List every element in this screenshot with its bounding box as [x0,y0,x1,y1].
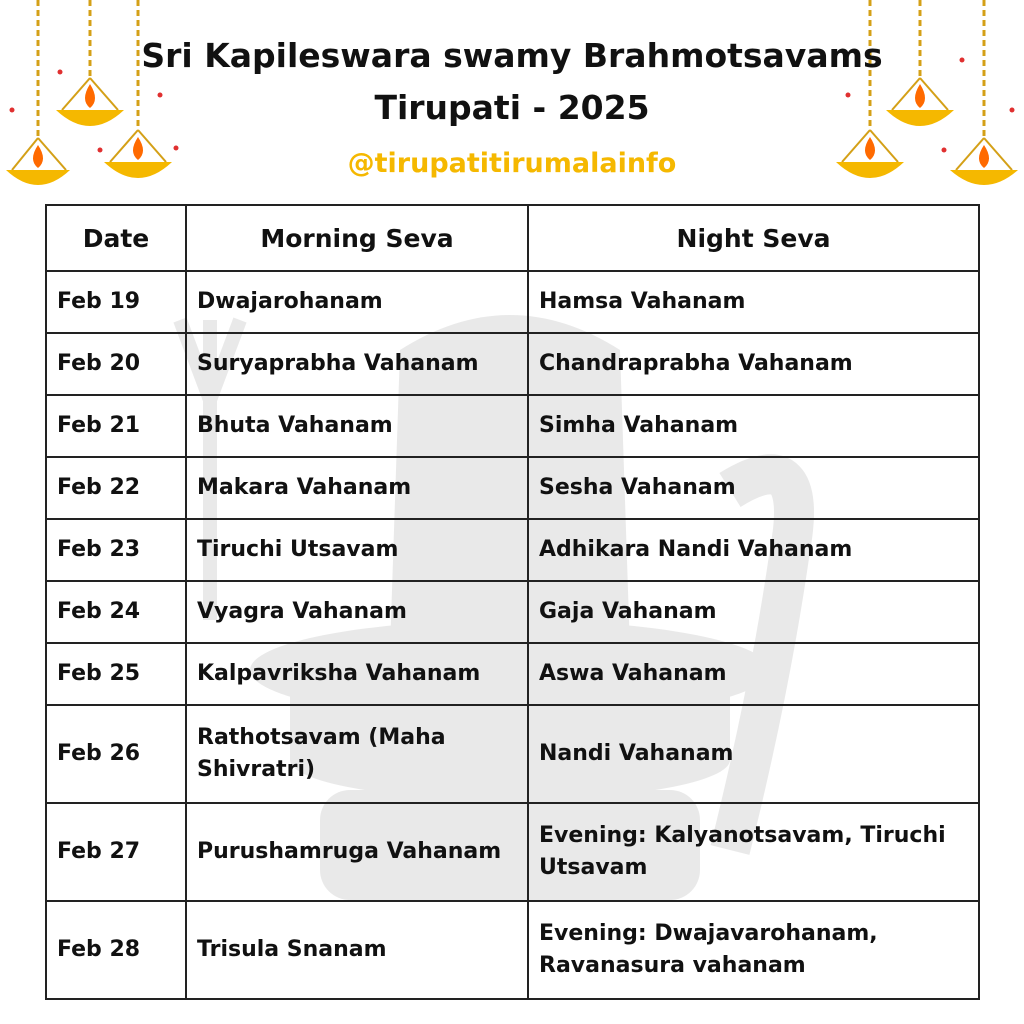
table-row [46,271,979,333]
morning-seva-cell: Trisula Snanam [186,901,528,999]
date-cell: Feb 23 [46,519,186,581]
date-cell: Feb 26 [46,705,186,803]
night-seva-cell: Hamsa Vahanam [528,271,979,333]
page-title-line-2: Tirupati - 2025 [374,88,650,127]
date-cell: Feb 27 [46,803,186,901]
date-cell: Feb 22 [46,457,186,519]
night-seva-cell: Adhikara Nandi Vahanam [528,519,979,581]
seva-schedule-table [45,204,980,1000]
date-cell: Feb 24 [46,581,186,643]
morning-seva-cell: Rathotsavam (Maha Shivratri) [186,705,528,803]
table-row [46,581,979,643]
night-seva-cell: Simha Vahanam [528,395,979,457]
column-header-date: Date [46,205,186,271]
table-row [46,643,979,705]
page-title [0,30,1024,134]
table-header-row [46,205,979,271]
table-row [46,333,979,395]
night-seva-cell: Evening: Dwajavarohanam, Ravanasura vahanam [528,901,979,999]
date-cell: Feb 21 [46,395,186,457]
table-row [46,705,979,803]
morning-seva-cell: Dwajarohanam [186,271,528,333]
morning-seva-cell: Makara Vahanam [186,457,528,519]
table-row [46,519,979,581]
night-seva-cell: Chandraprabha Vahanam [528,333,979,395]
table-row [46,803,979,901]
night-seva-cell: Nandi Vahanam [528,705,979,803]
morning-seva-cell: Suryaprabha Vahanam [186,333,528,395]
column-header-morning-seva: Morning Seva [186,205,528,271]
night-seva-cell: Gaja Vahanam [528,581,979,643]
page-title-line-1: Sri Kapileswara swamy Brahmotsavams [141,36,883,75]
morning-seva-cell: Bhuta Vahanam [186,395,528,457]
morning-seva-cell: Tiruchi Utsavam [186,519,528,581]
column-header-night-seva: Night Seva [528,205,979,271]
social-handle: @tirupatitirumalainfo [347,148,677,179]
date-cell: Feb 28 [46,901,186,999]
morning-seva-cell: Vyagra Vahanam [186,581,528,643]
table-row [46,395,979,457]
night-seva-cell: Aswa Vahanam [528,643,979,705]
date-cell: Feb 20 [46,333,186,395]
date-cell: Feb 25 [46,643,186,705]
morning-seva-cell: Purushamruga Vahanam [186,803,528,901]
morning-seva-cell: Kalpavriksha Vahanam [186,643,528,705]
table-row [46,457,979,519]
night-seva-cell: Sesha Vahanam [528,457,979,519]
table-row [46,901,979,999]
date-cell: Feb 19 [46,271,186,333]
night-seva-cell: Evening: Kalyanotsavam, Tiruchi Utsavam [528,803,979,901]
